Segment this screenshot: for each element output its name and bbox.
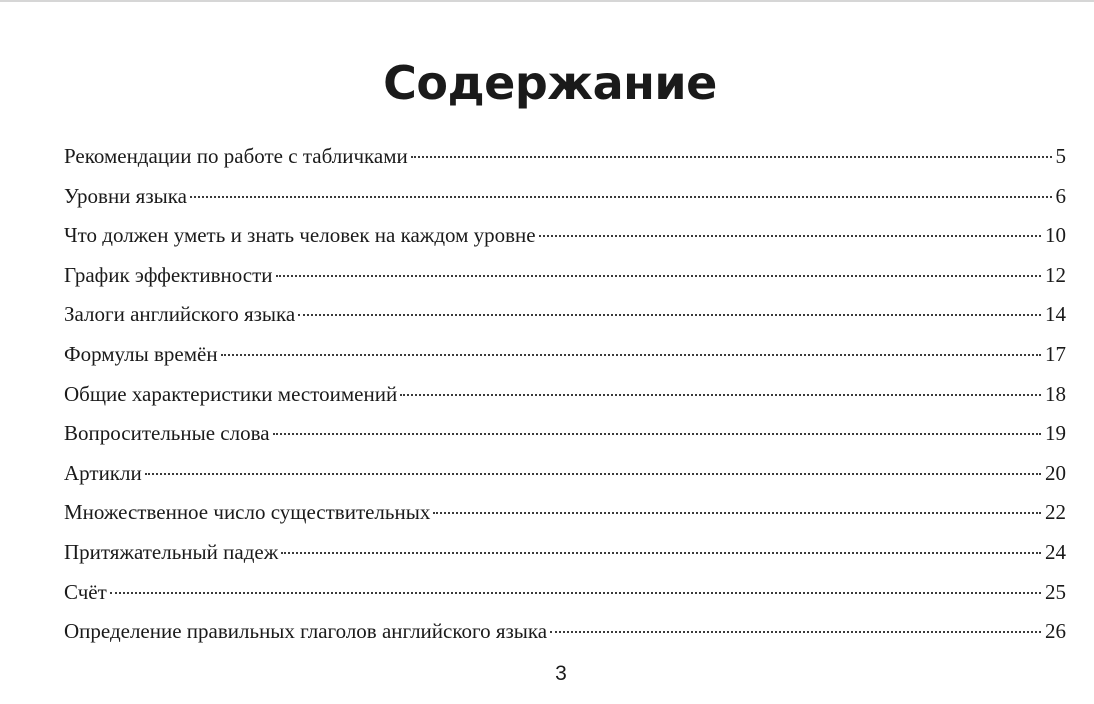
top-border: [0, 0, 1094, 2]
toc-entry-title: Вопросительные слова: [64, 421, 270, 446]
toc-entry[interactable]: [64, 137, 1066, 177]
toc-entry[interactable]: [64, 335, 1066, 375]
dot-leader: [539, 235, 1041, 237]
toc-entry[interactable]: [64, 295, 1066, 335]
toc-entry-title: Множественное число существительных: [64, 500, 431, 525]
toc-entry[interactable]: [64, 533, 1066, 573]
toc-entry-title: Притяжательный падеж: [64, 539, 279, 564]
page-title: Содержание: [383, 56, 717, 110]
toc-entry-page: 5: [1055, 144, 1066, 168]
dot-leader: [550, 631, 1041, 633]
toc-entry-title: Формулы времён: [64, 341, 218, 366]
toc-entry-page: 18: [1045, 381, 1066, 406]
toc-entry-title: Общие характеристики местоимений: [64, 381, 398, 406]
dot-leader: [221, 354, 1041, 356]
toc-entry-page: 17: [1045, 341, 1066, 366]
toc-entry[interactable]: [64, 375, 1066, 415]
toc-entry-page: 12: [1045, 262, 1066, 287]
toc-entry-page: 10: [1045, 223, 1066, 248]
toc-entry-title: Рекомендации по работе с табличками: [64, 144, 408, 168]
toc-entry-title: Уровни языка: [64, 183, 187, 208]
page-number: 3: [555, 662, 567, 685]
toc-entry-page: 14: [1045, 302, 1066, 327]
dot-leader: [411, 156, 1052, 158]
toc-entry-page: 19: [1045, 421, 1066, 446]
toc-entry-page: 6: [1055, 183, 1066, 208]
toc-entry[interactable]: [64, 493, 1066, 533]
dot-leader: [276, 275, 1042, 277]
toc-entry[interactable]: [64, 256, 1066, 296]
toc-entry-page: 24: [1045, 539, 1066, 564]
toc-entry-title: Артикли: [64, 460, 142, 485]
toc-entry[interactable]: [64, 177, 1066, 217]
table-of-contents: [64, 137, 1066, 652]
toc-entry[interactable]: [64, 414, 1066, 454]
toc-entry-page: 25: [1045, 579, 1066, 604]
toc-entry-title: Что должен уметь и знать человек на каждом уровне: [64, 223, 536, 248]
dot-leader: [145, 473, 1041, 475]
toc-entry-page: 22: [1045, 500, 1066, 525]
toc-entry-title: Определение правильных глаголов английского языка: [64, 619, 548, 644]
toc-entry[interactable]: [64, 573, 1066, 613]
dot-leader: [298, 314, 1041, 316]
toc-entry[interactable]: [64, 454, 1066, 494]
dot-leader: [110, 592, 1041, 594]
dot-leader: [433, 512, 1041, 514]
toc-entry-title: Залоги английского языка: [64, 302, 296, 327]
dot-leader: [273, 433, 1041, 435]
dot-leader: [281, 552, 1041, 554]
toc-entry-title: Счёт: [64, 579, 107, 604]
dot-leader: [400, 394, 1041, 396]
toc-entry-page: 20: [1045, 460, 1066, 485]
toc-entry[interactable]: [64, 612, 1066, 652]
toc-entry[interactable]: [64, 216, 1066, 256]
dot-leader: [190, 196, 1052, 198]
toc-entry-title: График эффективности: [64, 262, 273, 287]
toc-entry-page: 26: [1045, 619, 1066, 644]
